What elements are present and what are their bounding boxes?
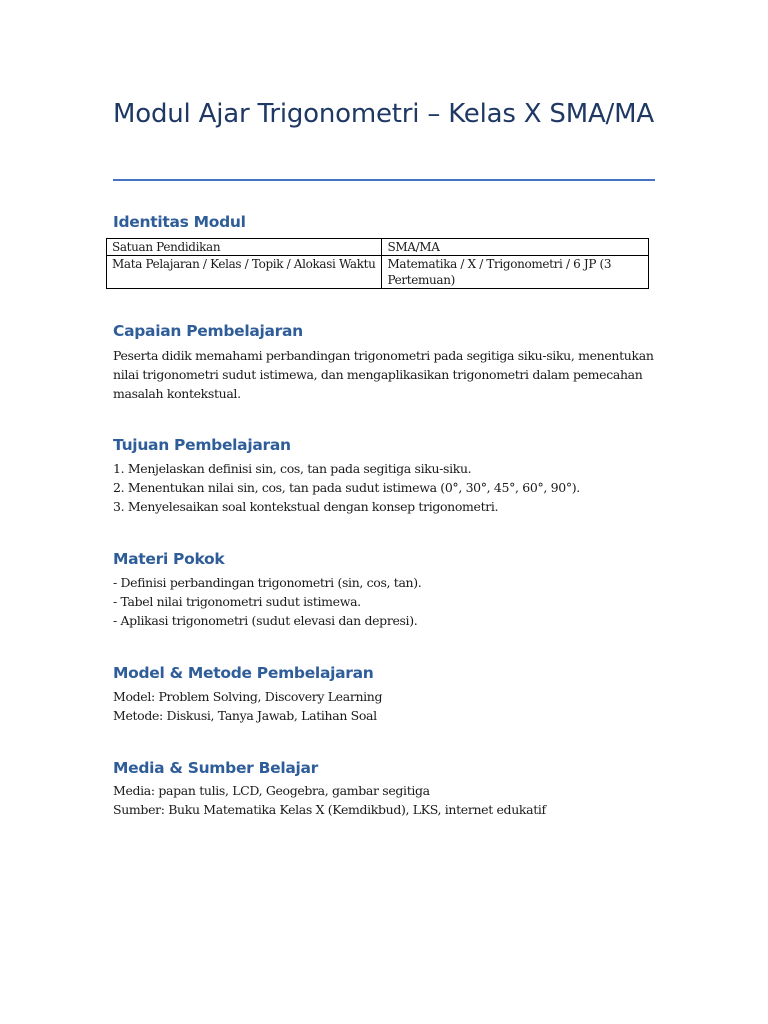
list-item: - Tabel nilai trigonometri sudut istimewa. xyxy=(113,594,361,610)
list-item: - Aplikasi trigonometri (sudut elevasi dan depresi). xyxy=(113,613,418,629)
title-underline xyxy=(113,179,655,181)
materi-heading: Materi Pokok xyxy=(113,550,225,568)
table-row xyxy=(107,239,649,256)
tujuan-heading: Tujuan Pembelajaran xyxy=(113,436,291,454)
media-paragraph xyxy=(113,781,655,819)
model-paragraph xyxy=(113,687,655,725)
capaian-paragraph xyxy=(113,346,655,404)
list-item: 2. Menentukan nilai sin, cos, tan pada sudut istimewa (0°, 30°, 45°, 60°, 90°). xyxy=(113,480,580,496)
list-item: - Definisi perbandingan trigonometri (sin, cos, tan). xyxy=(113,575,422,590)
paragraph-line: Media: papan tulis, LCD, Geogebra, gambar segitiga xyxy=(113,783,430,798)
identitas-table xyxy=(106,238,649,289)
table-cell-label: Mata Pelajaran / Kelas / Topik / Alokasi Waktu xyxy=(107,256,382,289)
paragraph-line: nilai trigonometri sudut istimewa, dan mengaplikasikan trigonometri dalam pemecahan xyxy=(113,367,643,383)
list-item: 1. Menjelaskan definisi sin, cos, tan pada segitiga siku-siku. xyxy=(113,461,472,476)
paragraph-line: Peserta didik memahami perbandingan trigonometri pada segitiga siku-siku, menentukan xyxy=(113,348,654,363)
capaian-heading: Capaian Pembelajaran xyxy=(113,322,303,340)
list-item: 3. Menyelesaikan soal kontekstual dengan konsep trigonometri. xyxy=(113,499,499,515)
table-cell-value: SMA/MA xyxy=(382,239,649,256)
identitas-heading: Identitas Modul xyxy=(113,213,246,231)
table-row xyxy=(107,256,649,289)
media-heading: Media & Sumber Belajar xyxy=(113,759,319,777)
paragraph-line: masalah kontekstual. xyxy=(113,386,241,402)
table-cell-value: Matematika / X / Trigonometri / 6 JP (3 Pertemuan) xyxy=(382,256,649,289)
document-title: Modul Ajar Trigonometri – Kelas X SMA/MA xyxy=(113,99,654,129)
paragraph-line: Metode: Diskusi, Tanya Jawab, Latihan Soal xyxy=(113,708,377,724)
model-heading: Model & Metode Pembelajaran xyxy=(113,664,374,682)
tujuan-list xyxy=(113,459,655,517)
table-cell-label: Satuan Pendidikan xyxy=(107,239,382,256)
paragraph-line: Sumber: Buku Matematika Kelas X (Kemdikbud), LKS, internet edukatif xyxy=(113,802,546,818)
materi-list xyxy=(113,573,655,631)
paragraph-line: Model: Problem Solving, Discovery Learning xyxy=(113,689,383,704)
